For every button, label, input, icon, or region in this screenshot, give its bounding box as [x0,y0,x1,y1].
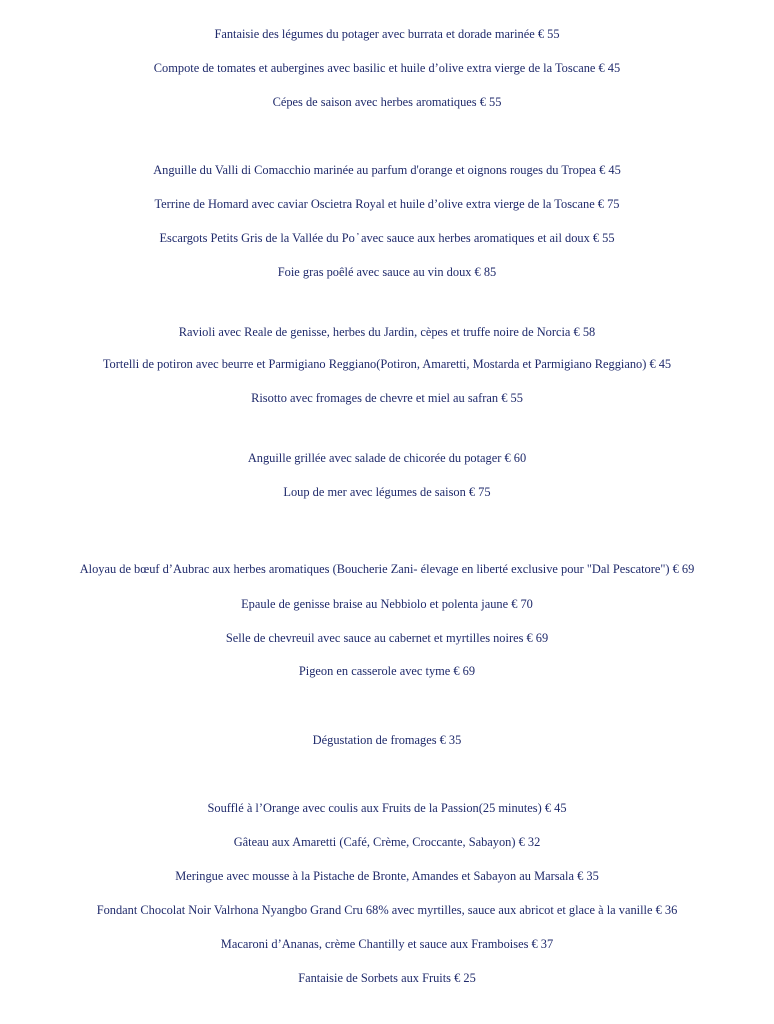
menu-item: Anguille grillée avec salade de chicorée du potager € 60 [247,451,527,465]
menu-item: Terrine de Homard avec caviar Oscietra Royal et huile d’olive extra vierge de la Toscane € 75 [154,197,620,211]
menu-item: Epaule de genisse braise au Nebbiolo et polenta jaune € 70 [241,597,533,611]
menu-item: Loup de mer avec légumes de saison € 75 [283,485,491,499]
menu-item: Tortelli de potiron avec beurre et Parmigiano Reggiano(Potiron, Amaretti, Mostarda et Parmigiano Reggiano) € 45 [102,357,672,371]
menu-item: Cépes de saison avec herbes aromatiques € 55 [272,95,502,109]
menu-item: Soufflé à l’Orange avec coulis aux Fruits de la Passion(25 minutes) € 45 [207,801,567,815]
menu-item: Fantaisie des légumes du potager avec burrata et dorade marinée € 55 [214,27,560,41]
menu-item: Ravioli avec Reale de genisse, herbes du Jardin, cèpes et truffe noire de Norcia € 58 [178,325,596,339]
menu-item: Pigeon en casserole avec tyme € 69 [298,664,476,678]
menu-item: Risotto avec fromages de chevre et miel au safran € 55 [251,391,523,405]
menu-item: Selle de chevreuil avec sauce au cabernet et myrtilles noires € 69 [225,631,549,645]
menu-item: Escargots Petits Gris de la Vallée du Po ̓ avec sauce aux herbes aromatiques et ail doux € 55 [159,231,615,245]
menu-item: Fantaisie de Sorbets aux Fruits € 25 [298,971,476,985]
menu-item: Foie gras poêlé avec sauce au vin doux € 85 [277,265,497,279]
menu-item: Compote de tomates et aubergines avec basilic et huile d’olive extra vierge de la Toscane € 45 [153,61,621,75]
menu-item: Macaroni d’Ananas, crème Chantilly et sauce aux Framboises € 37 [220,937,554,951]
menu-item: Dégustation de fromages € 35 [312,733,462,747]
menu-item: Fondant Chocolat Noir Valrhona Nyangbo Grand Cru 68% avec myrtilles, sauce aux abricot et glace à la vanille € 36 [96,903,678,917]
menu-item: Anguille du Valli di Comacchio marinée au parfum d'orange et oignons rouges du Tropea € 45 [153,163,621,177]
menu-item: Gâteau aux Amaretti (Café, Crème, Croccante, Sabayon) € 32 [233,835,541,849]
menu-item: Aloyau de bœuf d’Aubrac aux herbes aromatiques (Boucherie Zani- élevage en liberté exclusive pour "Dal Pescatore") € 69 [79,562,695,576]
menu-item: Meringue avec mousse à la Pistache de Bronte, Amandes et Sabayon au Marsala € 35 [175,869,599,883]
